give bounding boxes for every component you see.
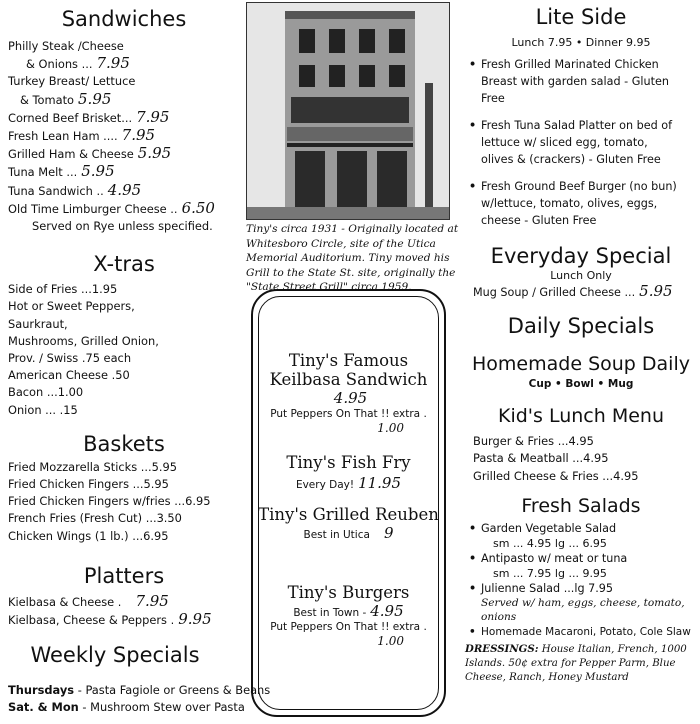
menu-item: Saurkraut, [8, 316, 68, 331]
menu-item: Tuna Melt ... 5.95 [8, 162, 115, 181]
special-burgers [253, 583, 444, 649]
baskets-title: Baskets [83, 431, 165, 456]
daily-title: Daily Specials [507, 314, 655, 339]
special-sub: Best in Utica 9 [303, 524, 394, 542]
ornate-frame [251, 289, 446, 717]
everyday-sub: Lunch Only [550, 269, 612, 282]
sandwiches-title: Sandwiches [61, 7, 187, 31]
special-keilbasa [253, 351, 444, 436]
menu-item: Bacon ...1.00 [8, 385, 84, 400]
menu-item: Fried Chicken Fingers ...5.95 [8, 477, 169, 492]
menu-item: & Onions ... 7.95 [26, 54, 130, 73]
salads-list [465, 521, 697, 685]
menu-item: Old Time Limburger Cheese .. 6.50 [8, 198, 215, 217]
menu-item: Chicken Wings (1 lb.) ...6.95 [8, 528, 169, 543]
salads-title: Fresh Salads [521, 494, 641, 517]
lite-title: Lite Side [535, 5, 627, 29]
platters-list [8, 593, 240, 629]
menu-item: French Fries (Fresh Cut) ...3.50 [8, 511, 182, 526]
special-fish-fry [253, 453, 444, 492]
menu-item: Tuna Sandwich .. 4.95 [8, 180, 142, 199]
salad-detail: sm ... 4.95 lg ... 6.95 [493, 536, 607, 550]
salad-item: • Garden Vegetable Salad [465, 521, 697, 536]
menu-item: Thursdays - Pasta Fagiole or Greens & Beans [8, 683, 271, 697]
lite-item: • Fresh Ground Beef Burger (no bun) w/lettuce, tomato, olives, eggs, cheese - Gluten Free [465, 178, 680, 229]
weekly-title: Weekly Specials [30, 643, 200, 667]
xtras-list [8, 281, 240, 419]
menu-item: Kielbasa & Cheese . 7.95 [8, 591, 169, 610]
everyday-title: Everyday Special [490, 244, 672, 268]
lite-item: • Fresh Tuna Salad Platter on bed of lettuce w/ sliced egg, tomato, olives & (crackers) - Gluten Free [465, 117, 680, 168]
menu-item: Fried Mozzarella Sticks ...5.95 [8, 459, 178, 474]
menu-item: Sat. & Mon - Mushroom Stew over Pasta [8, 700, 245, 715]
menu-item: Kielbasa, Cheese & Peppers . 9.95 [8, 610, 212, 629]
xtras-title: X-tras [93, 252, 155, 277]
special-title: Tiny's Famous Keilbasa Sandwich [269, 351, 428, 389]
menu-item: Turkey Breast/ Lettuce [8, 74, 136, 89]
menu-item: Hot or Sweet Peppers, [8, 299, 135, 314]
salad-served: Served w/ ham, eggs, cheese, tomato, onions [481, 596, 685, 623]
right-column [465, 0, 697, 685]
salad-item: • Antipasto w/ meat or tuna [465, 551, 697, 566]
lite-times: Lunch 7.95 • Dinner 9.95 [511, 36, 651, 49]
menu-item: Corned Beef Brisket... 7.95 [8, 107, 170, 126]
salad-dressings: DRESSINGS: House Italian, French, 1000 Islands. 50¢ extra for Pepper Parm, Blue Cheese, Ranch, Honey Mustard [465, 642, 687, 683]
salad-item: • Julienne Salad ...lg 7.95 [465, 581, 697, 596]
special-title: Tiny's Burgers [287, 583, 410, 602]
photo-caption: Tiny's circa 1931 - Originally located at Whitesboro Circle, site of the Utica Memorial Auditorium. Tiny moved his Grill to the State St. site, originally the "State Street Grill" circa 1959. [246, 223, 459, 294]
special-sub2: Put Peppers On That !! extra . [270, 621, 427, 633]
menu-item: Mushrooms, Grilled Onion, [8, 333, 159, 348]
salad-homemade: • Homemade Macaroni, Potato, Cole Slaw [465, 624, 697, 640]
special-price-line: 4.95 [333, 389, 368, 407]
menu-item: American Cheese .50 [8, 368, 130, 383]
lite-list [465, 56, 680, 229]
special-extra: 1.00 [377, 634, 404, 648]
menu-item: Pasta & Meatball ...4.95 [473, 451, 609, 466]
special-sub: Best in Town - 4.95 [293, 602, 404, 620]
menu-item: Grilled Cheese & Fries ...4.95 [473, 468, 639, 483]
special-sub: Every Day! 11.95 [295, 474, 402, 492]
menu-item: Prov. / Swiss .75 each [8, 351, 132, 366]
sandwiches-note: Served on Rye unless specified. [32, 219, 213, 234]
platters-title: Platters [83, 563, 165, 588]
special-title: Tiny's Fish Fry [286, 453, 411, 472]
everyday-item: Mug Soup / Grilled Cheese ... 5.95 [473, 282, 673, 300]
special-sub: Put Peppers On That !! extra . [270, 408, 427, 420]
special-extra: 1.00 [377, 421, 404, 435]
sandwiches-list [8, 38, 240, 235]
menu-item: Philly Steak /Cheese [8, 39, 124, 53]
soup-title: Homemade Soup Daily [472, 353, 690, 376]
menu-item: Grilled Ham & Cheese 5.95 [8, 144, 172, 163]
lite-item: • Fresh Grilled Marinated Chicken Breast with garden salad - Gluten Free [465, 56, 680, 107]
menu-item: Fresh Lean Ham .... 7.95 [8, 126, 156, 145]
salad-detail: sm ... 7.95 lg ... 9.95 [493, 566, 607, 580]
menu-item: & Tomato 5.95 [20, 89, 112, 108]
special-reuben [253, 505, 444, 542]
special-title: Tiny's Grilled Reuben [258, 505, 439, 524]
left-column [8, 0, 240, 629]
menu-item: Fried Chicken Fingers w/fries ...6.95 [8, 494, 211, 509]
soup-sizes: Cup • Bowl • Mug [528, 378, 634, 391]
building-photo [246, 2, 450, 220]
building-photo-icon [247, 3, 450, 220]
baskets-list [8, 459, 240, 545]
kids-title: Kid's Lunch Menu [498, 405, 664, 428]
menu-item: Onion ... .15 [8, 402, 78, 417]
menu-item: Burger & Fries ...4.95 [473, 434, 594, 449]
kids-list [465, 433, 697, 485]
menu-item: Side of Fries ...1.95 [8, 282, 118, 297]
